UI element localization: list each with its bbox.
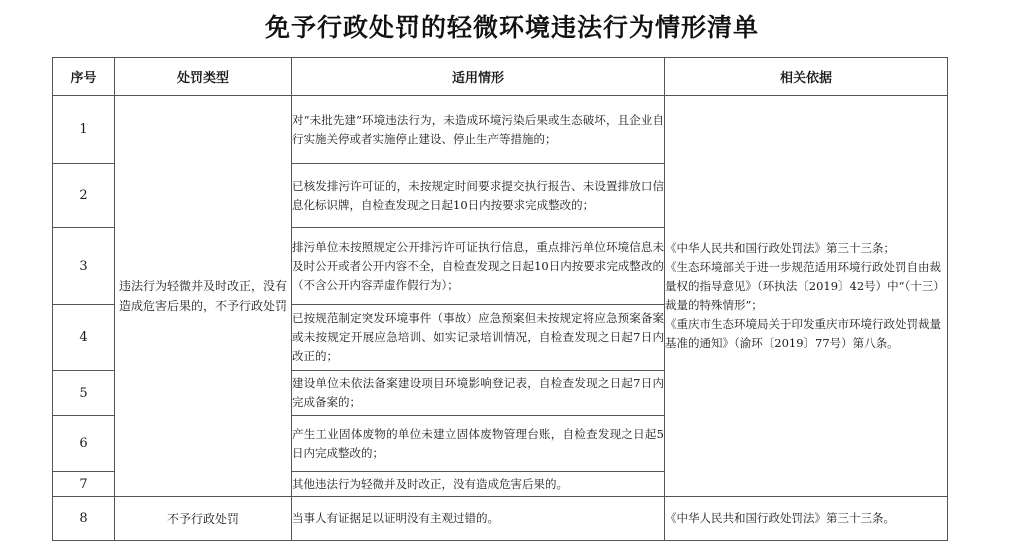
row-number: 6 — [53, 416, 115, 472]
situation-cell: 已核发排污许可证的，未按规定时间要求提交执行报告、未设置排放口信息化标识牌，自检查发现之日起10日内按要求完成整改的； — [292, 164, 665, 228]
document-title: 免予行政处罚的轻微环境违法行为情形清单 — [264, 13, 759, 42]
table-row — [53, 497, 948, 541]
situation-cell: 对“未批先建”环境违法行为，未造成环境污染后果或生态破坏，且企业自行实施关停或者实施停止建设、停止生产等措施的； — [292, 96, 665, 164]
row-number: 2 — [53, 164, 115, 228]
row-number: 8 — [53, 497, 115, 541]
row-number: 4 — [53, 305, 115, 371]
basis-cell — [665, 96, 948, 497]
row-number: 7 — [53, 472, 115, 497]
row-number: 3 — [53, 228, 115, 305]
penalty-type-cell: 不予行政处罚 — [115, 497, 292, 541]
situation-cell: 其他违法行为轻微并及时改正，没有造成危害后果的。 — [292, 472, 665, 497]
header-penalty-type: 处罚类型 — [115, 58, 292, 96]
header-basis: 相关依据 — [665, 58, 948, 96]
table-row — [53, 96, 948, 164]
row-number: 1 — [53, 96, 115, 164]
violation-list-table — [52, 57, 948, 541]
penalty-type-cell: 违法行为轻微并及时改正，没有造成危害后果的，不予行政处罚 — [115, 96, 292, 497]
basis-cell: 《中华人民共和国行政处罚法》第三十三条。 — [665, 497, 948, 541]
situation-cell: 产生工业固体废物的单位未建立固体废物管理台账，自检查发现之日起5日内完成整改的； — [292, 416, 665, 472]
header-seq: 序号 — [53, 58, 115, 96]
basis-item: 《生态环境部关于进一步规范适用环境行政处罚自由裁量权的指导意见》（环执法〔2019〕42号）中“（十三）裁量的特殊情形”； — [665, 260, 945, 312]
basis-item: 《重庆市生态环境局关于印发重庆市环境行政处罚裁量基准的通知》（渝环〔2019〕77号）第八条。 — [665, 317, 941, 350]
situation-cell: 当事人有证据足以证明没有主观过错的。 — [292, 497, 665, 541]
basis-item: 《中华人民共和国行政处罚法》第三十三条； — [665, 241, 895, 255]
header-situation: 适用情形 — [292, 58, 665, 96]
situation-cell: 排污单位未按照规定公开排污许可证执行信息，重点排污单位环境信息未及时公开或者公开内容不全，自检查发现之日起10日内按要求完成整改的（不含公开内容弄虚作假行为）； — [292, 228, 665, 305]
situation-cell: 建设单位未依法备案建设项目环境影响登记表，自检查发现之日起7日内完成备案的； — [292, 371, 665, 416]
row-number: 5 — [53, 371, 115, 416]
situation-cell: 已按规范制定突发环境事件（事故）应急预案但未按规定将应急预案备案或未按规定开展应急培训、如实记录培训情况，自检查发现之日起7日内改正的； — [292, 305, 665, 371]
table-header-row — [53, 58, 948, 96]
